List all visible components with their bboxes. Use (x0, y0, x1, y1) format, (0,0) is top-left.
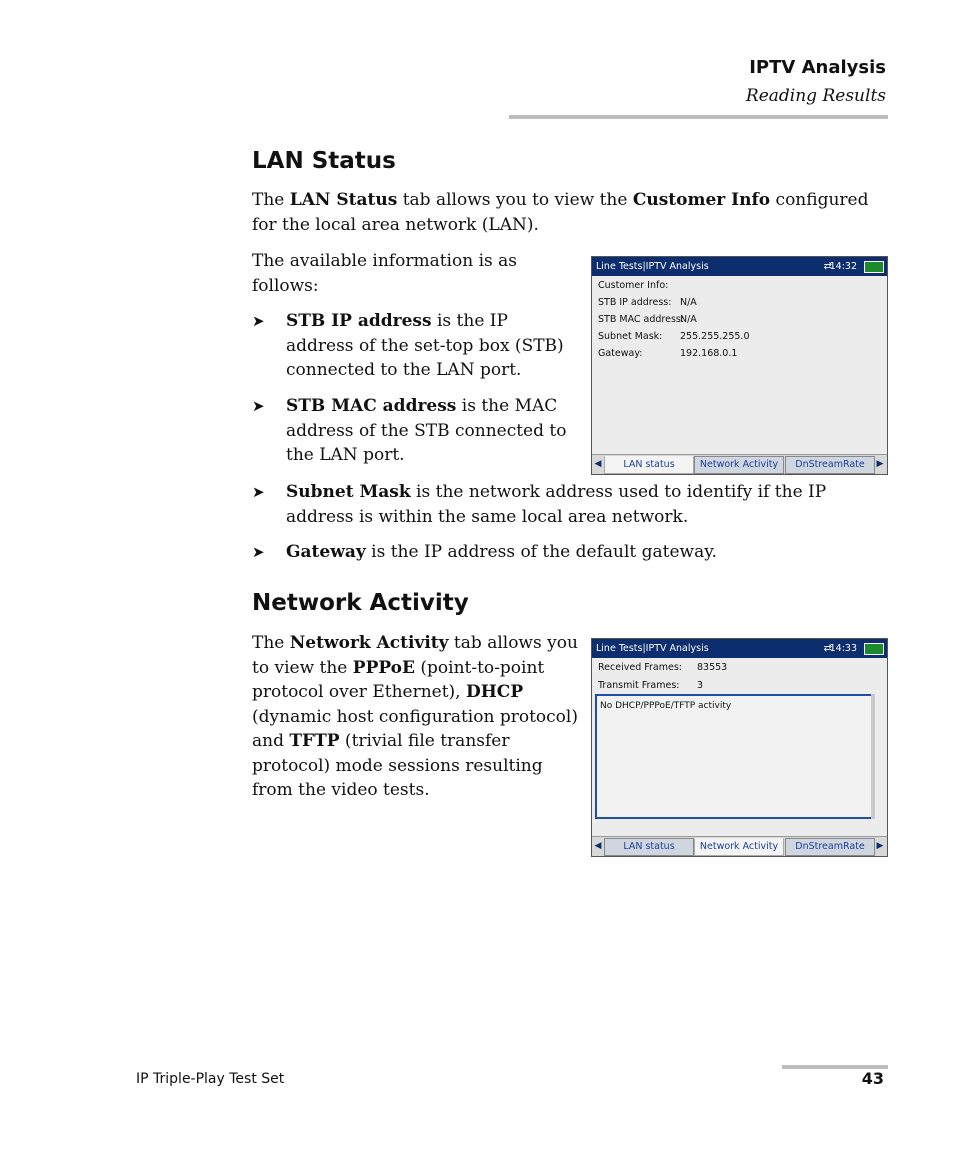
gateway-label: Gateway: (598, 348, 643, 359)
bullet-arrow-icon: ➤ (252, 397, 265, 415)
available-info-text: The available information is as follows: (252, 251, 517, 296)
bullet-arrow-icon: ➤ (252, 543, 265, 561)
tab-network-activity[interactable]: Network Activity (694, 456, 784, 474)
stb-mac-label: STB MAC address: (598, 314, 685, 325)
subnet-mask-value: 255.255.255.0 (680, 331, 750, 342)
customer-info-label: Customer Info: (598, 280, 669, 291)
lan-status-heading: LAN Status (252, 148, 396, 174)
tab-scroll-right-icon[interactable]: ▶ (876, 841, 884, 851)
received-frames-value: 83553 (697, 662, 728, 673)
screen-tab-bar (592, 836, 887, 856)
activity-list-box[interactable] (595, 694, 873, 819)
transmit-frames-label: Transmit Frames: (598, 680, 680, 691)
network-activity-text: The Network Activity tab allows you to view the PPPoE (point-to-point protocol over Ethernet), DHCP (dynamic host configuration protocol) and TFTP (trivial file transfer protocol) mode sessions resulting from the video tests. (252, 633, 578, 800)
tab-lan-status[interactable]: LAN status (604, 838, 694, 856)
tab-dnstreamrate[interactable]: DnStreamRate (785, 838, 875, 856)
stb-ip-label: STB IP address: (598, 297, 672, 308)
activity-scrollbar[interactable] (871, 694, 875, 819)
tab-dnstreamrate[interactable]: DnStreamRate (785, 456, 875, 474)
footer-product-name: IP Triple-Play Test Set (136, 1071, 285, 1087)
screen-title: Line Tests|IPTV Analysis (596, 643, 709, 654)
network-activity-heading: Network Activity (252, 590, 469, 616)
stb-mac-value: N/A (680, 314, 697, 325)
stb-ip-value: N/A (680, 297, 697, 308)
tab-lan-status[interactable]: LAN status (604, 456, 694, 474)
network-activity-screenshot (591, 638, 888, 857)
gateway-value: 192.168.0.1 (680, 348, 738, 359)
screen-title-bar (592, 257, 887, 276)
screen-title-bar (592, 639, 887, 658)
battery-icon (864, 643, 884, 655)
received-frames-label: Received Frames: (598, 662, 682, 673)
clock: 14:33 (829, 643, 857, 654)
bullet-arrow-icon: ➤ (252, 312, 265, 330)
page-number: 43 (861, 1069, 884, 1088)
header-rule (509, 115, 888, 119)
screen-tab-bar (592, 454, 887, 474)
connection-icon: ⇄ (823, 643, 832, 654)
activity-list-text: No DHCP/PPPoE/TFTP activity (600, 701, 732, 711)
lan-status-screenshot (591, 256, 888, 475)
screen-title: Line Tests|IPTV Analysis (596, 261, 709, 272)
running-header-title: IPTV Analysis (749, 57, 886, 78)
battery-icon (864, 261, 884, 273)
tab-network-activity[interactable]: Network Activity (694, 838, 784, 856)
tab-scroll-left-icon[interactable]: ◀ (594, 459, 602, 469)
connection-icon: ⇄ (823, 261, 832, 272)
transmit-frames-value: 3 (697, 680, 704, 691)
tab-scroll-right-icon[interactable]: ▶ (876, 459, 884, 469)
bullet-arrow-icon: ➤ (252, 483, 265, 501)
running-header-subtitle: Reading Results (745, 86, 886, 106)
subnet-mask-label: Subnet Mask: (598, 331, 663, 342)
clock: 14:32 (829, 261, 857, 272)
tab-scroll-left-icon[interactable]: ◀ (594, 841, 602, 851)
lan-status-intro: The LAN Status tab allows you to view the Customer Info configured for the local area network (LAN). (252, 190, 869, 235)
